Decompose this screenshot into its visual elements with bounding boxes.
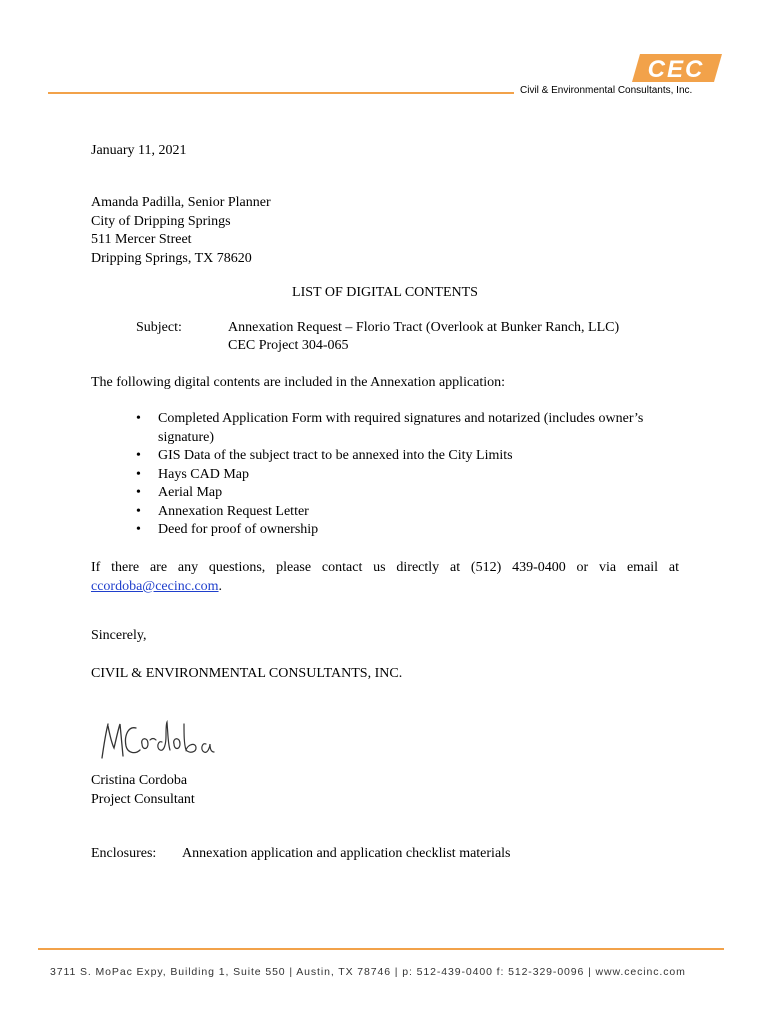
subject-lines — [228, 319, 619, 355]
intro-paragraph: The following digital contents are included in the Annexation application: — [91, 375, 506, 390]
list-item-text: Deed for proof of ownership — [158, 522, 319, 537]
svg-text:CEC: CEC — [647, 56, 705, 83]
list-item-text: GIS Data of the subject tract to be annexed into the City Limits — [158, 448, 513, 463]
footer-address: 3711 S. MoPac Expy, Building 1, Suite 550 | Austin, TX 78746 | p: 512-439-0400 f: 512-329-0096 | www.cecinc.com — [50, 966, 686, 978]
list-item-text: Hays CAD Map — [158, 466, 249, 482]
subject-label: Subject: — [136, 320, 182, 335]
recipient-line: 511 Mercer Street — [91, 232, 192, 247]
email-link[interactable]: ccordoba@cecinc.com — [91, 578, 219, 594]
recipient-line: City of Dripping Springs — [91, 213, 231, 229]
signer-block — [91, 772, 195, 809]
bullet-icon: • — [136, 411, 141, 426]
bullet-icon: • — [136, 466, 141, 482]
document-title: LIST OF DIGITAL CONTENTS — [292, 285, 478, 300]
list-item — [136, 503, 643, 522]
subject-line: CEC Project 304-065 — [228, 338, 349, 353]
contents-list — [136, 410, 643, 540]
letter-date: January 11, 2021 — [91, 143, 187, 158]
subject-line: Annexation Request – Florio Tract (Overlook at Bunker Ranch, LLC) — [228, 320, 620, 335]
cec-logo — [626, 52, 722, 84]
list-item — [136, 521, 643, 540]
list-item — [136, 447, 643, 466]
signer-title: Project Consultant — [91, 791, 195, 807]
header-rule — [48, 92, 514, 94]
recipient-line: Amanda Padilla, Senior Planner — [91, 195, 271, 210]
contact-text: If there are any questions, please contact us directly at (512) 439-0400 or via email at — [91, 560, 679, 575]
bullet-icon: • — [136, 522, 141, 537]
list-item-text: Annexation Request Letter — [158, 503, 309, 519]
footer-rule — [38, 948, 724, 950]
company-name: CIVIL & ENVIRONMENTAL CONSULTANTS, INC. — [91, 666, 403, 681]
list-item — [136, 484, 643, 503]
list-item — [136, 466, 643, 485]
contact-end: . — [218, 578, 223, 594]
list-item-text: Aerial Map — [158, 485, 223, 500]
contact-paragraph — [91, 559, 679, 596]
company-tagline: Civil & Environmental Consultants, Inc. — [520, 85, 693, 96]
bullet-icon: • — [136, 503, 141, 519]
list-item — [136, 410, 643, 447]
recipient-address — [91, 194, 271, 268]
bullet-icon: • — [136, 485, 141, 500]
signature-image — [96, 714, 216, 770]
list-item-text: Completed Application Form with required signatures and notarized (includes owner’s — [158, 411, 644, 426]
list-item-text: signature) — [158, 429, 214, 445]
enclosures-text: Annexation application and application checklist materials — [182, 846, 511, 861]
bullet-icon: • — [136, 448, 141, 463]
enclosures-label: Enclosures: — [91, 846, 157, 861]
signer-name: Cristina Cordoba — [91, 773, 188, 788]
closing: Sincerely, — [91, 628, 147, 643]
recipient-line: Dripping Springs, TX 78620 — [91, 250, 252, 266]
